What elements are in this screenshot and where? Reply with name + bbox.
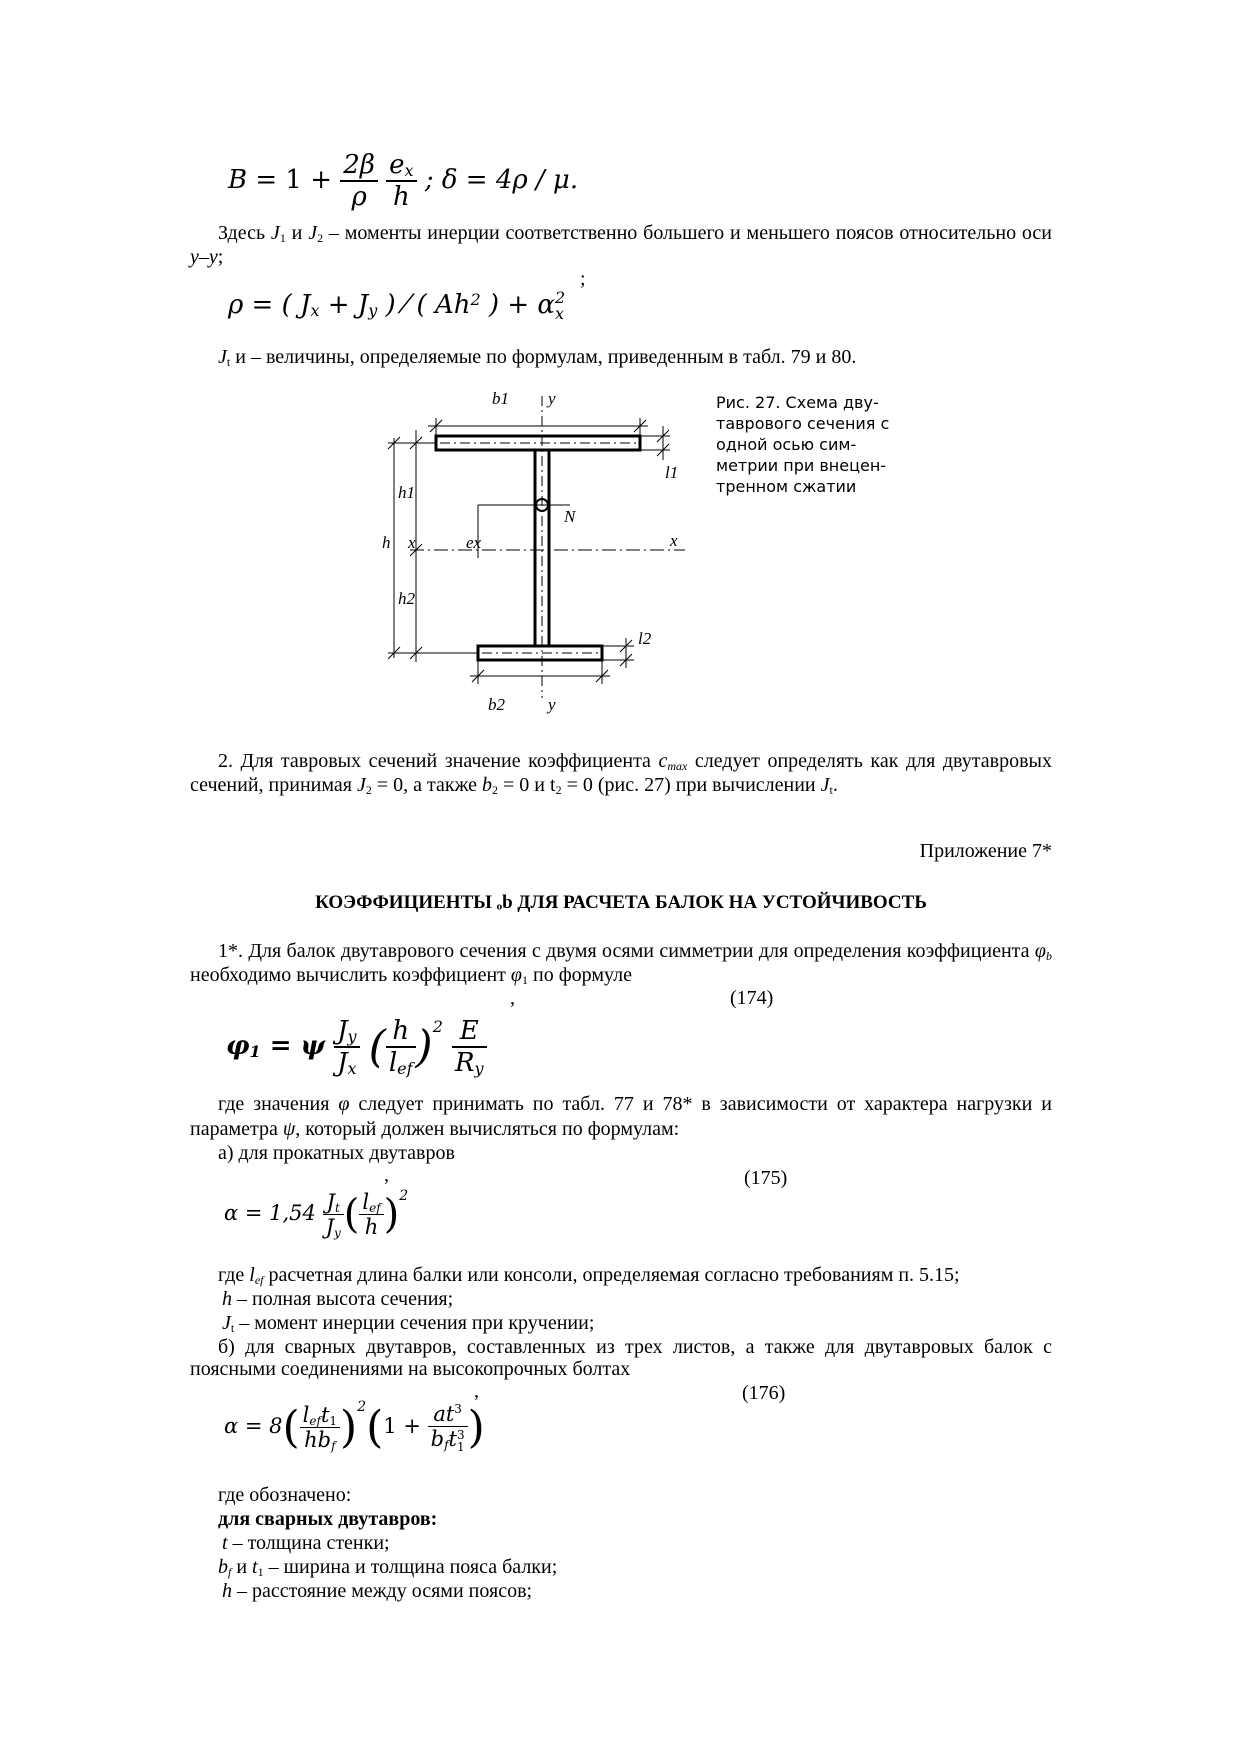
para-2-cmax-sub: max <box>667 759 688 773</box>
section-heading: КОЭФФИЦИЕНТЫ ₒb ДЛЯ РАСЧЕТА БАЛОК НА УСТОЙЧИВОСТЬ <box>315 892 927 913</box>
formula-alpha2-frac1 <box>300 1403 340 1452</box>
para-2-j2: J <box>356 774 366 796</box>
formula-alpha2-f2-num-sup: 3 <box>454 1402 462 1417</box>
formula-alpha2-f2-den-tail-sup: 3 <box>456 1427 465 1442</box>
formula-b-frac2-num: e <box>389 150 405 180</box>
paragraph-jt <box>190 346 1052 370</box>
formula-phi1-f2-den: l <box>388 1048 398 1078</box>
label-h1: h1 <box>398 483 415 502</box>
formula-phi1-sup2: 2 <box>432 1017 443 1036</box>
para-jt-jt-sub: t <box>226 355 231 369</box>
paragraph-where <box>190 1092 1052 1142</box>
i-beam-figure <box>370 388 710 718</box>
line-welded: для сварных двутавров: <box>218 1508 438 1530</box>
para-1-phib: φ <box>1034 940 1046 962</box>
formula-phi1: φ1 = ψ $\frac{Jy}{Jx}$ ( $\frac{h}{\text{lef}}$ )$^2$ $\frac{E}{Ry}$ <box>226 1016 487 1078</box>
line-hdist <box>222 1580 532 1603</box>
label-h: h <box>382 533 391 552</box>
formula-alpha2-f1-num-tail-sub: 1 <box>329 1414 338 1428</box>
eq175-number: (175) <box>744 1167 788 1189</box>
formula-b-frac2-den: h <box>392 182 410 212</box>
formula-rho-plus: + J <box>319 290 369 320</box>
formula-alpha2-f1-den: hb <box>304 1428 332 1452</box>
para-2-mid4: = 0 (рис. 27) при вычислении <box>561 774 821 796</box>
line-h <box>222 1288 453 1311</box>
formula-rho-alpha-sub: x <box>554 304 564 323</box>
formula-alpha1-f1-num-sub: t <box>334 1201 340 1215</box>
para-2-j2-sub: 2 <box>365 783 372 797</box>
line-lef-rest: расчетная длина балки или консоли, определяемая согласно требованиям п. 5.15; <box>263 1264 960 1286</box>
para-2-pre: 2. Для тавровых сечений значение коэффициента <box>218 750 659 772</box>
formula-b-tail: ; δ = 4ρ / μ. <box>424 165 579 195</box>
para-2-b2: b <box>482 774 493 796</box>
para-jt-rest: и – величины, определяемые по формулам, приведенным в табл. 79 и 80. <box>230 346 857 368</box>
para-2-cmax: c <box>658 750 668 772</box>
formula-b-frac1-num: 2β <box>340 150 378 182</box>
formula-phi1-f1-den: J <box>337 1048 348 1078</box>
formula-phi1-frac1 <box>334 1016 359 1078</box>
formula-alpha1-sup2: 2 <box>399 1188 409 1204</box>
formula-alpha1-f1-num: J <box>326 1190 335 1214</box>
label-x-left: x <box>408 533 416 552</box>
para-where-phi: φ <box>338 1093 350 1115</box>
item-b: б) для сварных двутавров, составленных из трех листов, а также для двутавровых балок с поясными соединениями на высокопрочных болтах <box>190 1336 1052 1380</box>
formula-alpha2-f2-den: b <box>430 1427 445 1452</box>
label-b1: b1 <box>492 389 509 408</box>
formula-alpha2-one-plus: 1 + <box>383 1414 421 1438</box>
formula-alpha1-f2-num-sub: ef <box>369 1201 381 1215</box>
para-here-j1: J <box>270 222 280 244</box>
para-here-pre: Здесь <box>218 222 271 244</box>
line-jt <box>222 1312 594 1337</box>
formula-alpha1-frac2 <box>359 1190 383 1239</box>
eq174-number: (174) <box>730 987 774 1009</box>
para-2-jt-sub: t <box>829 783 833 797</box>
formula-rho-alpha-sup: 2 <box>554 288 566 307</box>
para-1-phi1: φ <box>510 964 522 986</box>
formula-phi1-f3-den: R <box>454 1048 475 1078</box>
formula-b-frac2 <box>386 150 416 212</box>
line-hdist-h: h <box>222 1580 232 1602</box>
label-N: N <box>564 507 576 526</box>
formula-alpha2-lhs: α = 8 <box>224 1414 283 1438</box>
para-here-axis: y–y <box>190 246 218 268</box>
para-here-j2: J <box>308 222 318 244</box>
line-bf-sub: f <box>228 1565 232 1579</box>
formula-alpha2-f2-den-tail-sub: 1 <box>456 1439 465 1454</box>
para-where-end: , который должен вычисляться по формулам: <box>295 1118 680 1140</box>
formula-alpha1-f1-den: J <box>325 1215 334 1239</box>
line-lef-sub: ef <box>254 1273 264 1287</box>
formula-phi1-lhs: φ <box>226 1031 250 1061</box>
line-hdist-rest: – расстояние между осями поясов; <box>232 1580 533 1602</box>
formula-rho-jy-sub: y <box>368 301 378 320</box>
line-jt-j: J <box>222 1312 231 1334</box>
formula-phi1-eq: = ψ <box>260 1031 326 1061</box>
formula-alpha2-f1-num-tail: t <box>320 1403 330 1427</box>
formula-rho-end: ) + α <box>480 290 555 320</box>
formula-alpha1: α = 1,54 $\frac{Jt}{Jy}$ ( $\frac{\text{lef}}{h}$ )$^2$ <box>224 1188 409 1240</box>
eq174-comma: , <box>510 987 515 1009</box>
para-here-end: ; <box>217 246 224 268</box>
eq175-comma: , <box>384 1164 389 1186</box>
line-jt-sub: t <box>230 1321 235 1335</box>
line-bf <box>218 1556 557 1581</box>
formula-alpha2-f1-num-sub: ef <box>309 1414 321 1428</box>
semicolon-1: ; <box>580 268 586 290</box>
formula-b-eq: = 1 + <box>255 165 333 195</box>
para-where-pre: где значения <box>218 1093 339 1115</box>
formula-b-frac2-num-sub: x <box>404 161 414 180</box>
eq176-number: (176) <box>742 1382 786 1404</box>
para-1-mid: необходимо вычислить коэффициент <box>190 964 511 986</box>
formula-phi1-f2-den-sub: ef <box>397 1059 413 1078</box>
formula-alpha2-f2-den-sub: f <box>444 1438 449 1453</box>
formula-alpha1-f2-num: l <box>362 1190 370 1214</box>
line-bf-t1: t <box>252 1556 258 1578</box>
paragraph-2 <box>190 750 1052 798</box>
formula-rho-text: ρ = ( J <box>228 290 311 320</box>
formula-alpha2-f1-num: l <box>302 1403 310 1427</box>
formula-phi1-f1-den-sub: x <box>347 1059 357 1078</box>
formula-b-frac1-den: ρ <box>351 182 367 212</box>
label-h2: h2 <box>398 589 415 608</box>
formula-b-lhs: B <box>228 165 248 195</box>
formula-alpha2: α = 8( $\frac{\text{left1}}{\text{hbf}}$ )$^2$(1 + $at^3$ bft 3 1 ) <box>224 1399 485 1454</box>
para-2-t2-sub: 2 <box>555 783 562 797</box>
formula-alpha1-lhs: α = 1,54 <box>224 1201 316 1225</box>
line-bf-rest: – ширина и толщина пояса балки; <box>263 1556 558 1578</box>
para-jt-jt: J <box>218 346 227 368</box>
line-t-t: t <box>222 1532 228 1554</box>
line-bf-b: b <box>218 1556 228 1578</box>
label-ex: ex <box>466 533 482 552</box>
label-b2: b2 <box>488 695 505 714</box>
line-h-rest: – полная высота сечения; <box>232 1288 454 1310</box>
label-y-top: y <box>548 389 556 408</box>
formula-alpha2-f2-den-tail: t <box>448 1427 457 1452</box>
line-jt-rest: – момент инерции сечения при кручении; <box>234 1312 595 1334</box>
para-1-pre: 1*. Для балок двутаврового сечения с двумя осями симметрии для определения коэффициента <box>218 940 1035 962</box>
line-bf-mid: и <box>231 1556 253 1578</box>
line-lef-pre: где <box>218 1264 250 1286</box>
line-t <box>222 1532 390 1555</box>
label-x-right: x <box>670 531 678 550</box>
formula-phi1-f3-den-sub: y <box>474 1059 484 1078</box>
para-2-jt: J <box>820 774 830 796</box>
para-2-mid2: = 0, а также <box>371 774 483 796</box>
paragraph-here <box>190 222 1052 268</box>
formula-phi1-f1-num: J <box>337 1016 348 1046</box>
formula-alpha2-frac2 <box>428 1402 468 1453</box>
line-h-h: h <box>222 1288 232 1310</box>
line-notation: где обозначено: <box>218 1484 352 1506</box>
formula-alpha1-frac1 <box>323 1190 344 1239</box>
formula-phi1-f3-num: E <box>452 1016 487 1048</box>
formula-alpha2-f1-den-sub: f <box>331 1439 336 1453</box>
formula-alpha2-f2-num: at <box>433 1402 455 1427</box>
formula-phi1-f2-num: h <box>386 1016 416 1048</box>
formula-b-frac1 <box>340 150 378 212</box>
line-lef-l: l <box>249 1264 255 1286</box>
para-1-phib-sub: b <box>1046 949 1052 963</box>
line-lef <box>218 1264 960 1289</box>
line-bf-t1-sub: 1 <box>257 1565 264 1579</box>
formula-phi1-frac3 <box>452 1016 487 1078</box>
formula-phi1-f1-num-sub: y <box>347 1027 357 1046</box>
para-here-mid1: и <box>285 222 309 244</box>
para-where-psi: ψ <box>282 1118 296 1140</box>
para-2-mid: следует определять как для двутавровых сечений, принимая <box>190 750 1052 796</box>
formula-alpha1-f1-den-sub: y <box>334 1226 341 1240</box>
line-t-rest: – толщина стенки; <box>227 1532 390 1554</box>
formula-alpha1-f2-den: h <box>364 1215 379 1239</box>
formula-rho <box>228 290 565 322</box>
formula-alpha2-sup2: 2 <box>357 1399 367 1415</box>
figure-caption: Рис. 27. Схема дву-таврового сечения с одной осью сим-метрии при внецен-тренном сжатии <box>716 393 890 496</box>
para-here-j2-sub: 2 <box>317 231 324 245</box>
para-1-phi1-sub: 1 <box>521 973 528 987</box>
para-here-j1-sub: 1 <box>279 231 286 245</box>
para-here-post: – моменты инерции соответственно большего и меньшего поясов относительно оси <box>323 222 1052 244</box>
label-l1: l1 <box>665 463 679 482</box>
eq176-comma: , <box>474 1380 479 1402</box>
formula-rho-mid: ) ⁄ ( Ah <box>377 290 471 320</box>
label-y-bottom: y <box>548 695 556 714</box>
para-2-mid3: = 0 и t <box>498 774 556 796</box>
formula-rho-jx-sub: x <box>310 301 320 320</box>
formula-b <box>228 150 578 212</box>
formula-phi1-frac2 <box>386 1016 416 1078</box>
para-2-end: . <box>832 774 838 796</box>
appendix-label: Приложение 7* <box>919 840 1052 862</box>
label-l2: l2 <box>638 629 652 648</box>
item-a: а) для прокатных двутавров <box>218 1142 455 1164</box>
para-where-mid: следует принимать по табл. 77 и 78* в зависимости от характера нагрузки и параметра <box>190 1093 1052 1140</box>
para-1-end: по формуле <box>527 964 632 986</box>
paragraph-1 <box>190 940 1052 988</box>
formula-phi1-lhs-sub: 1 <box>249 1042 261 1061</box>
formula-rho-sup2: 2 <box>470 290 481 309</box>
para-2-b2-sub: 2 <box>492 783 499 797</box>
